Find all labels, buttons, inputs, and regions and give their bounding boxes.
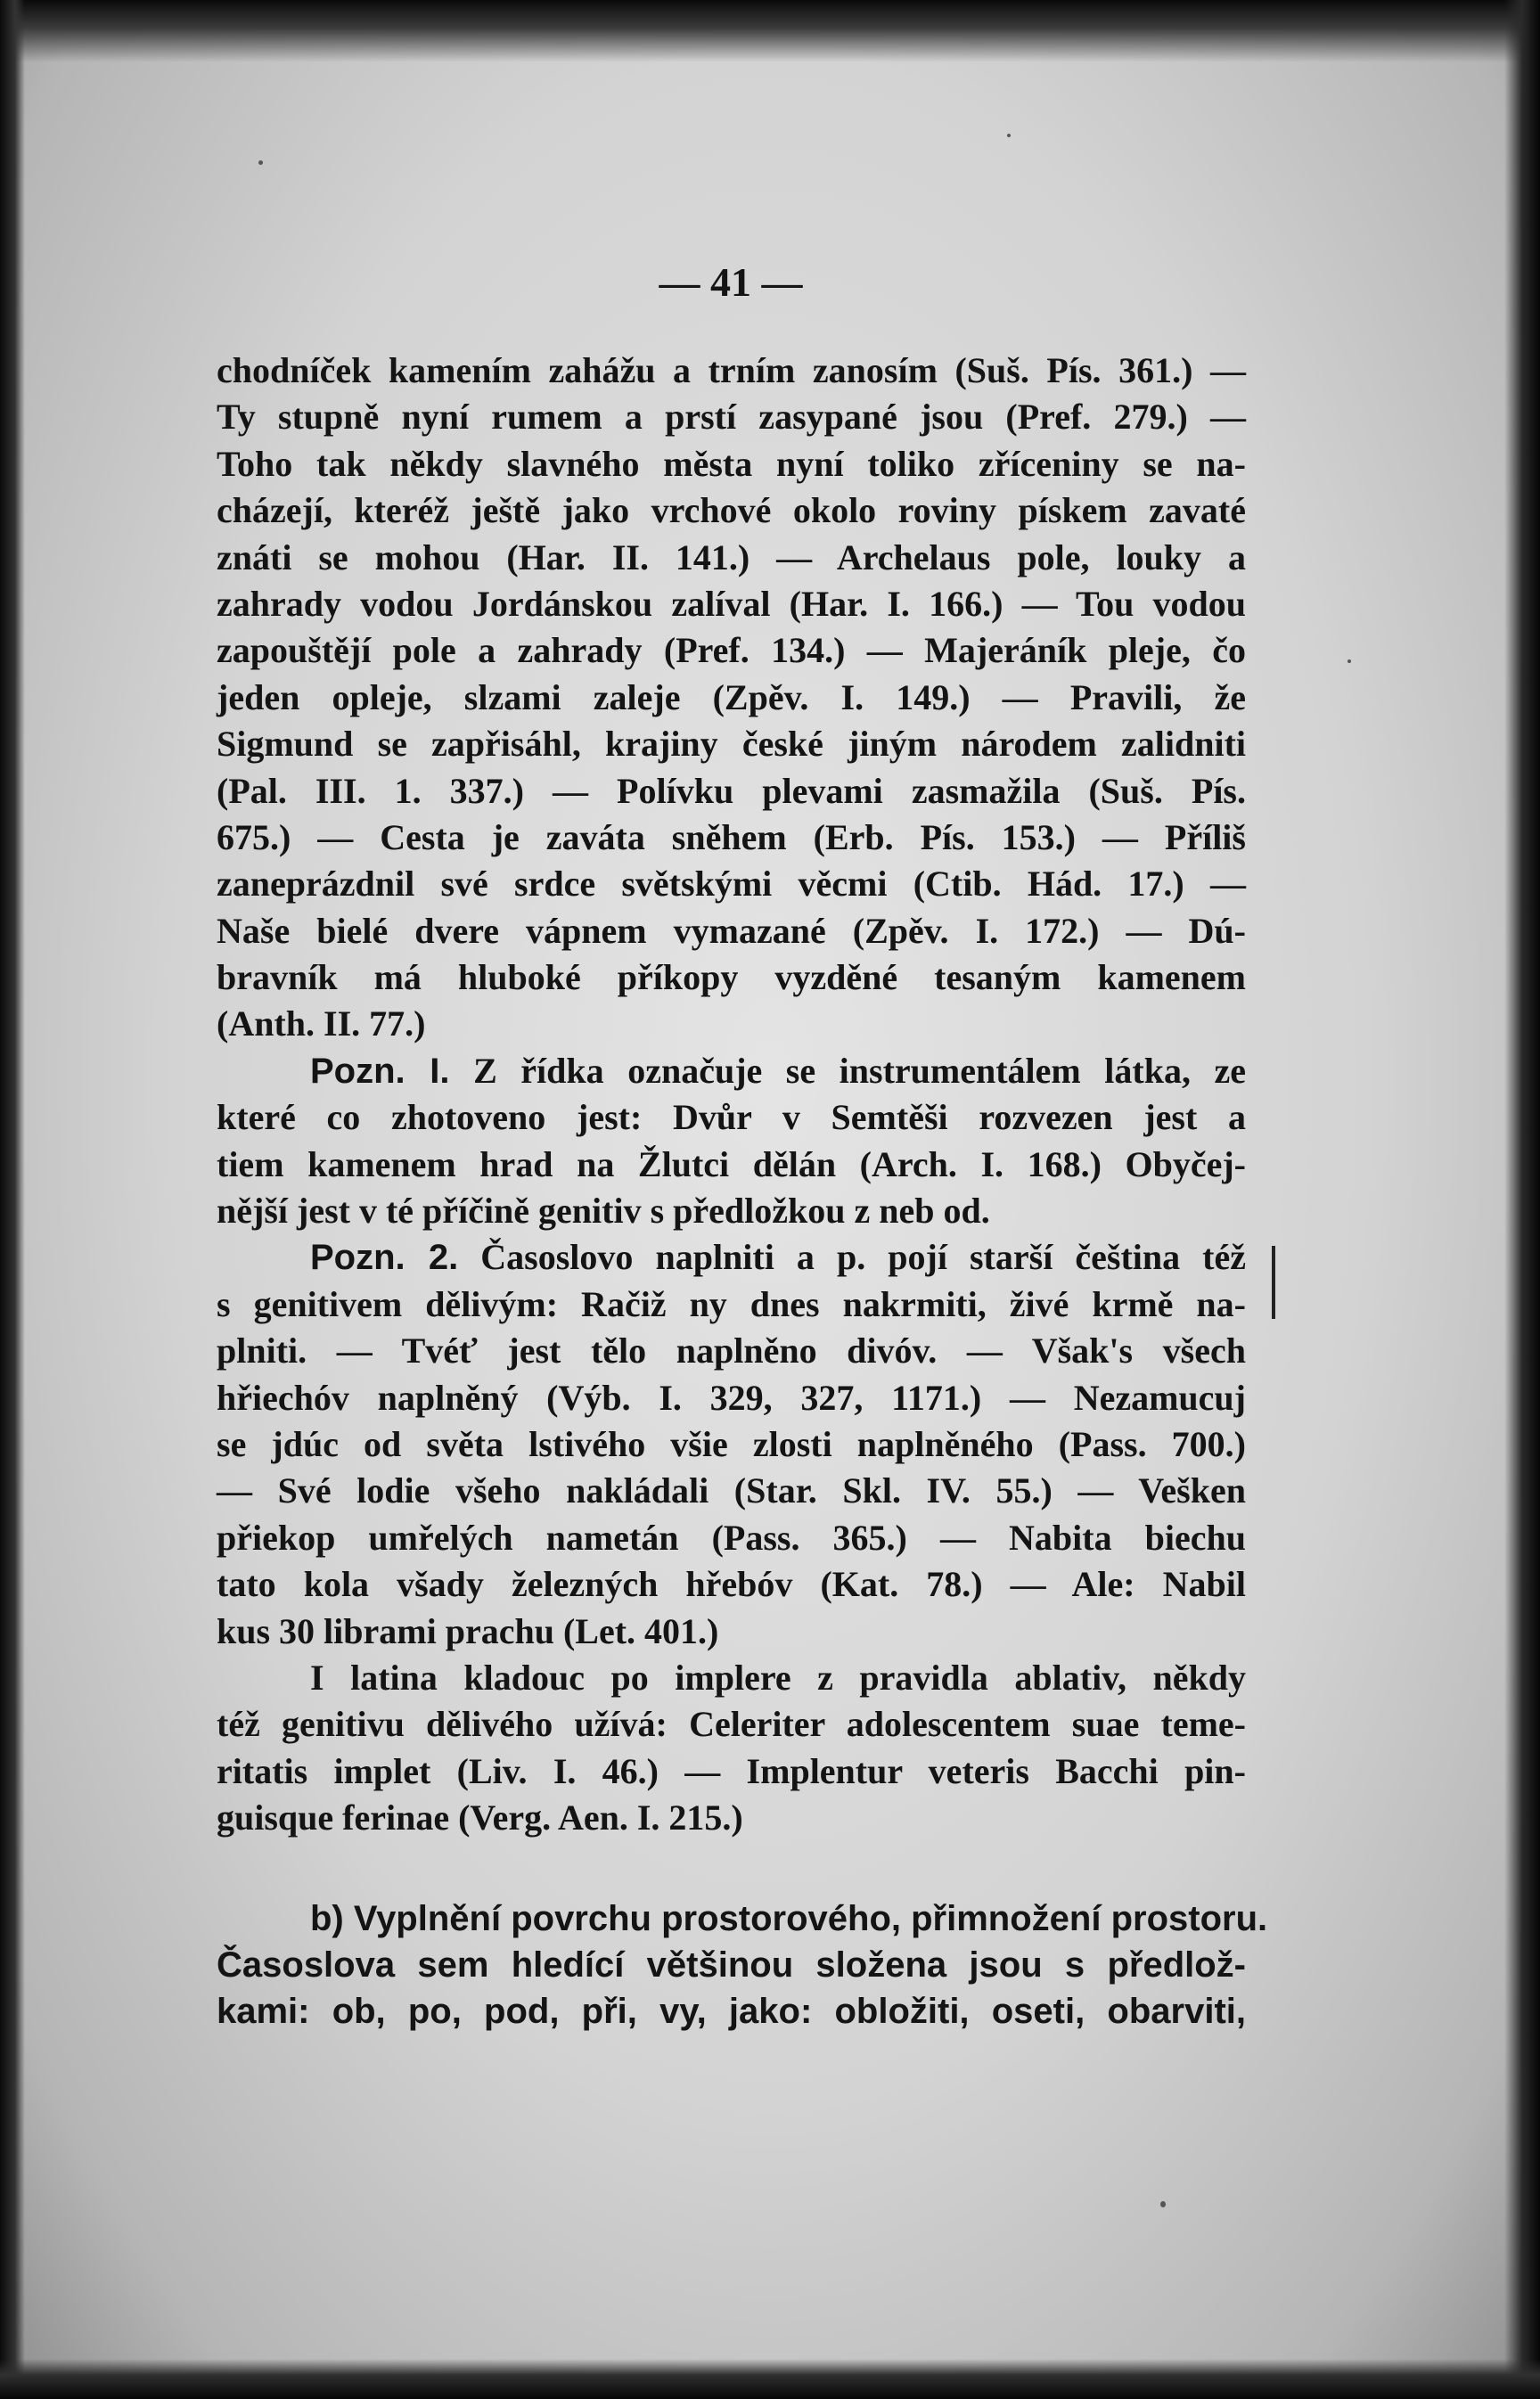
text-line: jeden opleje, slzami zaleje (Zpěv. I. 149.) — Pravili, že <box>217 676 1246 717</box>
text-line: I latina kladouc po implere z pravidla ablativ, někdy <box>310 1657 1246 1698</box>
note-label: Pozn. I. <box>310 1051 450 1091</box>
text-line: ritatis implet (Liv. I. 46.) — Implentur veteris Bacchi pin- <box>217 1750 1246 1791</box>
note-line: Pozn. I. Z řídka označuje se instrumentálem látka, ze <box>310 1050 1247 1091</box>
text-line: zahrady vodou Jordánskou zalíval (Har. I. 166.) — Tou vodou <box>217 583 1246 624</box>
scan-speck <box>1007 134 1011 137</box>
text-line: nější jest v té příčině genitiv s předložkou z neb od. <box>217 1191 990 1232</box>
text-line: tiem kamenem hrad na Žlutci dělán (Arch. I. 168.) Obyčej- <box>217 1143 1246 1184</box>
text-line: s genitivem dělivým: Račiž ny dnes nakrmiti, živé krmě na- <box>217 1283 1246 1324</box>
scan-edge-top <box>0 0 1540 62</box>
text-line: zapouštějí pole a zahrady (Pref. 134.) — Majeráník pleje, čo <box>217 630 1246 671</box>
text-line: guisque ferinae (Verg. Aen. I. 215.) <box>217 1797 743 1838</box>
text-line: (Anth. II. 77.) <box>217 1003 426 1044</box>
text-line: Sigmund se zapřisáhl, krajiny české jiným národem zalidniti <box>217 724 1246 765</box>
scan-edge-right <box>1504 0 1540 2399</box>
text-line: plniti. — Tvéť jest tělo naplněno divóv. — Však's všech <box>217 1331 1246 1371</box>
text-line: zaneprázdnil své srdce světskými věcmi (Ctib. Hád. 17.) — <box>217 864 1246 905</box>
text-line: (Pal. III. 1. 337.) — Polívku plevami zasmažila (Suš. Pís. <box>217 770 1246 811</box>
scan-speck <box>1348 659 1351 663</box>
page-number: — 41 — <box>659 259 803 305</box>
scan-edge-bottom <box>0 2359 1540 2399</box>
text-line: — Své lodie všeho nakládali (Star. Skl. IV. 55.) — Vešken <box>217 1470 1246 1511</box>
text-line: 675.) — Cesta je zaváta sněhem (Erb. Pís. 153.) — Příliš <box>217 816 1246 857</box>
text-line: tato kola všady železných hřebóv (Kat. 78.) — Ale: Nabil <box>217 1564 1246 1605</box>
text-line: b) Vyplnění povrchu prostorového, přimnožení prostoru. <box>310 1898 1268 1938</box>
text-line: bravník má hluboké příkopy vyzděné tesaným kamenem <box>217 957 1246 998</box>
text-line: cházejí, kteréž ještě jako vrchové okolo roviny pískem zavaté <box>217 490 1246 531</box>
margin-mark <box>1272 1246 1275 1319</box>
scan-edge-left <box>0 0 25 2399</box>
text-line: které co zhotoveno jest: Dvůr v Semtěši rozvezen jest a <box>217 1097 1246 1138</box>
text-line: znáti se mohou (Har. II. 141.) — Archelaus pole, louky a <box>217 536 1246 577</box>
body-text <box>217 348 1268 2035</box>
text-line: Toho tak někdy slavného města nyní toliko zříceniny se na- <box>217 443 1246 484</box>
text-line: též genitivu dělivého užívá: Celeriter adolescentem suae teme- <box>217 1704 1246 1745</box>
text-line: kami: ob, po, pod, při, vy, jako: obložiti, oseti, obarviti, <box>217 1992 1246 2032</box>
text-line: kus 30 librami prachu (Let. 401.) <box>217 1610 719 1651</box>
note-line: Pozn. 2. Časoslovo naplniti a p. pojí starší čeština též <box>310 1237 1247 1278</box>
text-line: hřiechóv naplněný (Výb. I. 329, 327, 1171.) — Nezamucuj <box>217 1377 1246 1418</box>
scan-speck <box>1160 2201 1166 2207</box>
text-line: přiekop umřelých nametán (Pass. 365.) — Nabita biechu <box>217 1517 1246 1558</box>
note-label: Pozn. 2. <box>310 1238 459 1278</box>
text-line: Ty stupně nyní rumem a prstí zasypané jsou (Pref. 279.) — <box>217 397 1246 438</box>
scan-speck <box>258 160 263 165</box>
text-line: Časoslova sem hledící většinou složena jsou s předlož- <box>217 1945 1246 1985</box>
text-line: Naše bielé dvere vápnem vymazané (Zpěv. I. 172.) — Dú- <box>217 910 1246 951</box>
text-line: chodníček kamením zahážu a trním zanosím (Suš. Pís. 361.) — <box>217 350 1246 390</box>
text-line: se jdúc od světa lstivého všie zlosti naplněného (Pass. 700.) <box>217 1423 1246 1464</box>
